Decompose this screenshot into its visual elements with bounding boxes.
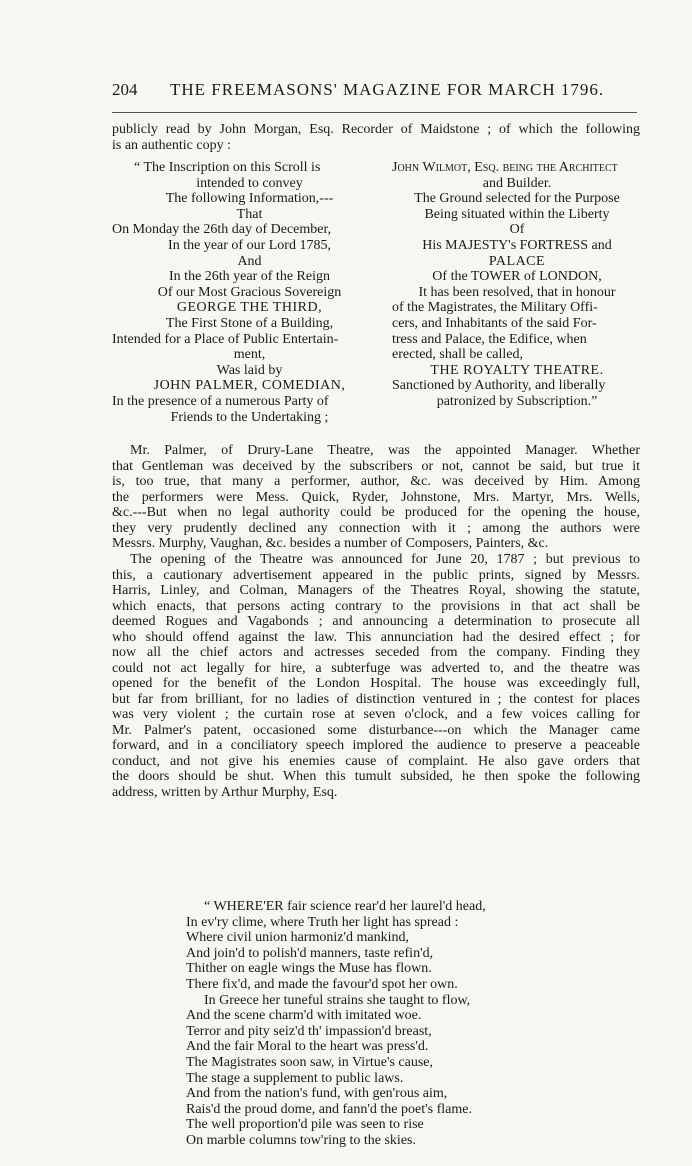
address-poem [186,899,486,1149]
poem-line: Thither on eagle wings the Muse has flown. [186,961,432,977]
paragraph-line: address, written by Arthur Murphy, Esq. [112,784,338,800]
inscription-line: The First Stone of a Building, [165,315,334,331]
inscription-line: of the Magistrates, the Military Offi- [392,300,598,316]
inscription-line: PALACE [488,253,546,269]
text-line: publicly read by John Morgan, Esq. Recorder of Maidstone ; of which the following [112,122,640,137]
paragraph-line: opened for the benefit of the London Hospital. The house was exceedingly full, [112,676,640,691]
page-number: 204 [112,80,138,99]
poem-line: In Greece her tuneful strains she taught to flow, [204,992,471,1008]
paragraph-line: deemed Rogues and Vagabonds ; and announcing a determination to prosecute all [112,614,640,629]
poem-line: And the fair Moral to the heart was press'd. [186,1039,429,1055]
inscription-line: Of [509,222,525,238]
paragraph-line: forward, and in a conciliatory speech implored the audience to preserve a peaceable [112,738,640,753]
inscription-line: and Builder. [482,175,552,191]
inscription-line: tress and Palace, the Edifice, when [392,331,587,347]
paragraph-line: they very prudently declined any connection with it ; among the authors were [112,520,640,536]
inscription-line: “ The Inscription on this Scroll is [134,160,321,175]
poem-line: And the scene charm'd with imitated woe. [186,1008,422,1024]
paragraph-line: which enacts, that persons acting contrary to the provisions in that act shall be [112,598,640,614]
paragraph-line: The opening of the Theatre was announced for June 20, 1787 ; but previous to [130,552,640,567]
inscription-line: Sanctioned by Authority, and liberally [392,378,606,394]
inscription-line: In the presence of a numerous Party of [112,393,329,409]
inscription-right-column [392,160,642,410]
inscription-line: GEORGE THE THIRD, [176,300,323,316]
inscription-line: In the year of our Lord 1785, [168,237,331,253]
paragraph-line: could not act legally for hire, a subterfuge was adverted to, and the theatre was [112,660,640,676]
inscription-line: Of the TOWER of LONDON, [432,269,602,285]
paragraph-line: Messrs. Murphy, Vaughan, &c. besides a number of Composers, Painters, &c. [112,536,549,551]
inscription-line: On Monday the 26th day of December, [112,222,332,238]
inscription-line: Friends to the Undertaking ; [170,409,329,425]
inscription-line: THE ROYALTY THEATRE. [430,362,604,378]
inscription-line: In the 26th year of the Reign [169,269,330,285]
text-line: is an authentic copy : [112,137,231,153]
inscription-line: It has been resolved, that in honour [418,284,616,300]
inscription-line: intended to convey [196,175,303,191]
running-header [112,80,622,104]
poem-line: The well proportion'd pile was seen to rise [186,1117,424,1133]
inscription-line: Of our Most Gracious Sovereign [157,284,342,300]
paragraph-opening [112,552,640,800]
paragraph-line: this, a cautionary advertisement appeared in the public prints, signed by Messrs. [112,567,640,583]
paragraph-line: Harris, Linley, and Colman, Managers of the Theatres Royal, showing the statute, [112,583,640,598]
inscription-line: John Wilmot, Esq. being the Architect [392,160,618,175]
paragraph-line: that Gentleman was deceived by the subscribers or not, cannot be said, but true it [112,458,640,474]
inscription-line: erected, shall be called, [392,347,523,363]
poem-line: On marble columns tow'ring to the skies. [186,1132,416,1148]
intro-text [112,122,640,153]
poem-line: The stage a supplement to public laws. [186,1070,404,1086]
inscription-line: patronized by Subscription.” [436,393,598,409]
paragraph-line: conduct, and not give his enemies cause of complaint. He also gave orders that [112,753,640,769]
paragraph-line: Mr. Palmer, of Drury-Lane Theatre, was the appointed Manager. Whether [130,443,640,458]
paragraph-line: now all the chief actors and actresses seceded from the company. Finding they [112,645,640,660]
inscription-left-column [112,160,387,425]
inscription-line: JOHN PALMER, COMEDIAN, [153,378,346,394]
paragraph-line: who should offend against the law. This annunciation had the desired effect ; for [112,629,640,645]
inscription-line: ment, [233,347,266,363]
poem-line: There fix'd, and made the favour'd spot her own. [186,976,458,992]
paragraph-line: but far from brilliant, for no ladies of distinction ventured in ; the contest for places [112,691,640,707]
inscription-line: The Ground selected for the Purpose [414,191,620,207]
header-rule [112,112,637,113]
inscription-line: Was laid by [216,362,283,378]
inscription-line: Intended for a Place of Public Entertain- [112,331,339,347]
poem-line: In ev'ry clime, where Truth her light has spread : [186,914,459,930]
paragraph-line: is, too true, that many a performer, author, &c. was deceived by Him. Among [112,474,640,489]
paragraph-line: Mr. Palmer's patent, occasioned some disturbance---on which the Manager came [112,722,640,738]
inscription-line: Being situated within the Liberty [424,206,610,222]
poem-line: The Magistrates soon saw, in Virtue's cause, [186,1054,434,1070]
paragraph-line: the performers were Mess. Quick, Ryder, Johnstone, Mrs. Martyr, Mrs. Wells, [112,489,640,505]
poem-line: Terror and pity seiz'd th' impassion'd breast, [186,1023,432,1039]
inscription-line: That [236,206,263,222]
inscription-line: And [237,253,262,269]
paragraph-manager [112,443,640,552]
inscription-line: The following Information,--- [165,191,334,207]
poem-line: And join'd to polish'd manners, taste refin'd, [186,945,434,961]
inscription-line: His MAJESTY's FORTRESS and [422,237,612,253]
poem-line: And from the nation's fund, with gen'rous aim, [186,1086,448,1102]
paragraph-line: the doors should be shut. When this tumult subsided, he then spoke the following [112,769,640,784]
paragraph-line: &c.---But when no legal authority could be produced for the opening the house, [112,505,640,520]
poem-line: “ WHERE'ER fair science rear'd her laurel'd head, [204,899,486,914]
poem-line: Where civil union harmoniz'd mankind, [186,930,409,946]
running-title: THE FREEMASONS' MAGAZINE FOR MARCH 1796. [170,80,605,99]
inscription-line: cers, and Inhabitants of the said For- [392,315,597,331]
paragraph-line: was very violent ; the curtain rose at seven o'clock, and a few voices calling for [112,707,640,722]
poem-line: Rais'd the proud dome, and fann'd the poet's flame. [186,1101,472,1117]
